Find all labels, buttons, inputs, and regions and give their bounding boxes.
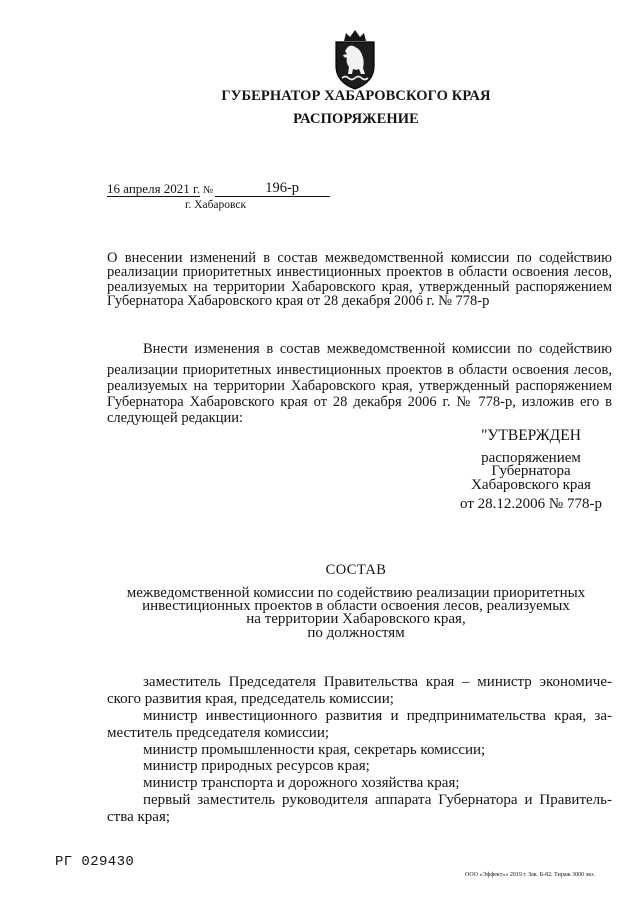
subtitle-line: на территории Хабаровского края, xyxy=(246,611,466,627)
member-line: первый заместитель руководителя аппарата Губернатора и Правитель- xyxy=(143,792,612,808)
form-serial-number: РГ 029430 xyxy=(55,854,135,870)
title-line: реализуемых на территории Хабаровского края, утвержденный распоряжением xyxy=(107,279,612,295)
body-line: следующей редакции: xyxy=(107,410,244,426)
member-line: министр промышленности края, секретарь комиссии; xyxy=(143,742,486,758)
member-line: министр транспорта и дорожного хозяйства края; xyxy=(143,775,460,791)
print-info: ООО «Эффект»» 2019 г. Зак. Б-82. Тираж 3000 экз. xyxy=(465,872,595,878)
approval-line: "УТВЕРЖДЕН xyxy=(481,427,581,444)
document-number: 196-р xyxy=(215,181,330,197)
approval-line: Хабаровского края xyxy=(471,477,591,493)
member-line: заместитель Председателя Правительства края – министр экономиче- xyxy=(143,674,612,690)
approval-line: Губернатора xyxy=(491,463,571,479)
title-line: Губернатора Хабаровского края от 28 декабря 2006 г. № 778-р xyxy=(107,293,490,309)
subtitle-line: по должностям xyxy=(307,625,405,641)
member-line: ства края; xyxy=(107,809,171,825)
subtitle-line: инвестиционных проектов в области освоения лесов, реализуемых xyxy=(142,598,570,614)
approval-line: распоряжением xyxy=(481,450,581,466)
member-line: министр инвестиционного развития и предпринимательства края, за- xyxy=(143,708,612,724)
body-line: реализуемых на территории Хабаровского края, утвержденный распоряжением xyxy=(107,378,612,394)
body-line: реализации приоритетных инвестиционных проектов в области освоения лесов, xyxy=(107,362,612,378)
document-type: РАСПОРЯЖЕНИЕ xyxy=(293,111,419,127)
approval-line: от 28.12.2006 № 778-р xyxy=(460,496,602,512)
number-sign: № xyxy=(203,185,214,196)
member-line: меститель председателя комиссии; xyxy=(107,725,330,741)
title-line: О внесении изменений в состав межведомственной комиссии по содействию xyxy=(107,250,612,266)
body-line: Внести изменения в состав межведомственной комиссии по содействию xyxy=(143,341,612,357)
coat-of-arms-icon xyxy=(330,28,380,90)
composition-heading: СОСТАВ xyxy=(325,562,387,578)
document-city: г. Хабаровск xyxy=(185,199,247,211)
title-line: реализации приоритетных инвестиционных проектов в области освоения лесов, xyxy=(107,264,612,280)
issuing-authority: ГУБЕРНАТОР ХАБАРОВСКОГО КРАЯ xyxy=(221,88,491,104)
member-line: ского развития края, председатель комиссии; xyxy=(107,691,394,707)
member-line: министр природных ресурсов края; xyxy=(143,758,370,774)
subtitle-line: межведомственной комиссии по содействию реализации приоритетных xyxy=(126,585,586,601)
date-number-row xyxy=(107,181,330,197)
body-line: Губернатора Хабаровского края от 28 декабря 2006 г. № 778-р, изложив его в xyxy=(107,394,612,410)
document-date: 16 апреля 2021 г. xyxy=(107,181,201,196)
